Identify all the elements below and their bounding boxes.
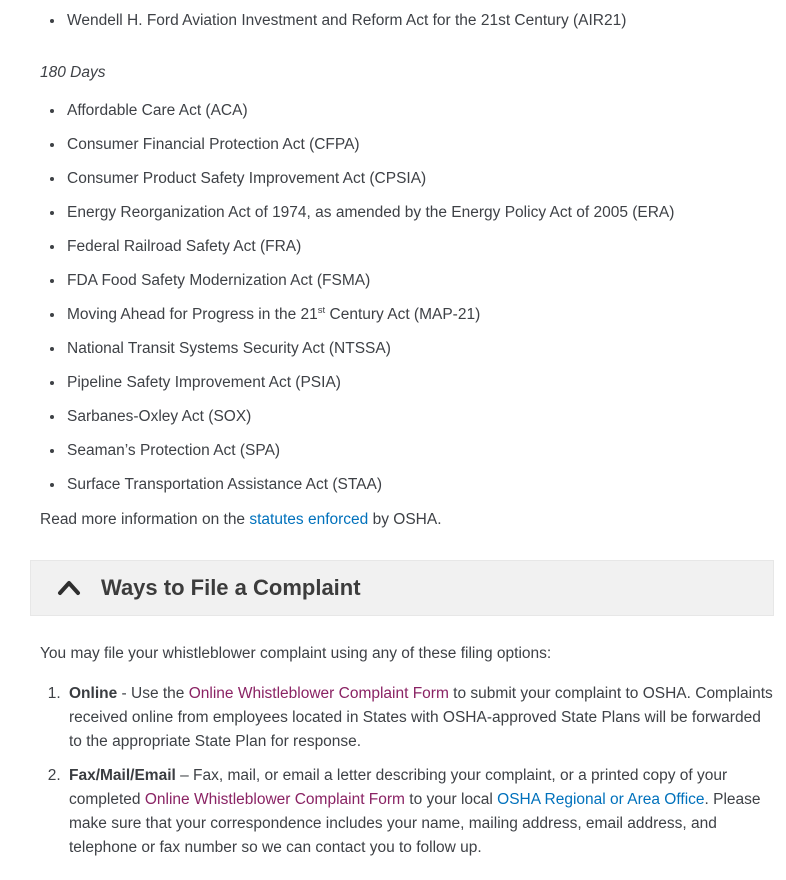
filing-option-fax-mail-email [65, 764, 774, 860]
option-label: Fax/Mail/Email [69, 767, 176, 784]
superscript-st: st [317, 304, 326, 316]
statutes-enforced-link[interactable]: statutes enforced [249, 511, 369, 528]
list-item: • Surface Transportation Assistance Act (STAA) [65, 474, 774, 496]
list-item: • Consumer Financial Protection Act (CFPA) [65, 134, 774, 156]
deadline-heading-180-days: 180 Days [40, 64, 106, 81]
chevron-up-icon [57, 579, 81, 597]
list-item: • Seaman’s Protection Act (SPA) [65, 440, 774, 462]
list-item: • FDA Food Safety Modernization Act (FSMA) [65, 270, 774, 292]
text-segment: to submit your complaint to OSHA. Complaints received online from employees located in States with OSHA-approved State Plans will be forwarded to the appropriate State Plan for response. [69, 685, 773, 750]
osha-regional-office-link[interactable]: OSHA Regional or Area Office [497, 791, 705, 808]
filing-options-list [65, 682, 774, 860]
option-label: Online [69, 685, 118, 702]
text-segment: Read more information on the [40, 511, 250, 528]
filing-option-online [65, 682, 774, 754]
list-item: • Energy Reorganization Act of 1974, as amended by the Energy Policy Act of 2005 (ERA) [65, 202, 774, 224]
statute-list-90-days-tail [65, 10, 774, 32]
list-item-map21 [65, 304, 774, 326]
statute-list-180-days [65, 100, 774, 496]
accordion-title: Ways to File a Complaint [101, 575, 361, 600]
list-item: • Pipeline Safety Improvement Act (PSIA) [65, 372, 774, 394]
filing-intro-paragraph: You may file your whistleblower complaint using any of these filing options: [40, 645, 552, 662]
list-item-text: Moving Ahead for Progress in the 21 [67, 306, 318, 323]
list-item: • Federal Railroad Safety Act (FRA) [65, 236, 774, 258]
text-segment: to your local [404, 791, 498, 808]
read-more-paragraph [40, 508, 774, 532]
text-segment: by OSHA. [368, 511, 442, 528]
list-item-text: Century Act (MAP-21) [325, 306, 481, 323]
list-item: • National Transit Systems Security Act (NTSSA) [65, 338, 774, 360]
online-complaint-form-link[interactable]: Online Whistleblower Complaint Form [188, 685, 449, 702]
text-segment: - Use the [117, 685, 189, 702]
text-segment: – Fax, mail, or email a letter describing your complaint, or a printed copy of your completed [69, 767, 728, 808]
online-complaint-form-link[interactable]: Online Whistleblower Complaint Form [144, 791, 405, 808]
list-item: • Affordable Care Act (ACA) [65, 100, 774, 122]
list-item: • Sarbanes-Oxley Act (SOX) [65, 406, 774, 428]
text-segment: . Please make sure that your correspondence includes your name, mailing address, email address, and telephone or fax number so we can contact you to follow up. [69, 791, 761, 856]
list-item: • Wendell H. Ford Aviation Investment and Reform Act for the 21st Century (AIR21) [65, 10, 774, 32]
list-item: • Consumer Product Safety Improvement Act (CPSIA) [65, 168, 774, 190]
ways-to-file-accordion-header[interactable] [30, 560, 774, 616]
